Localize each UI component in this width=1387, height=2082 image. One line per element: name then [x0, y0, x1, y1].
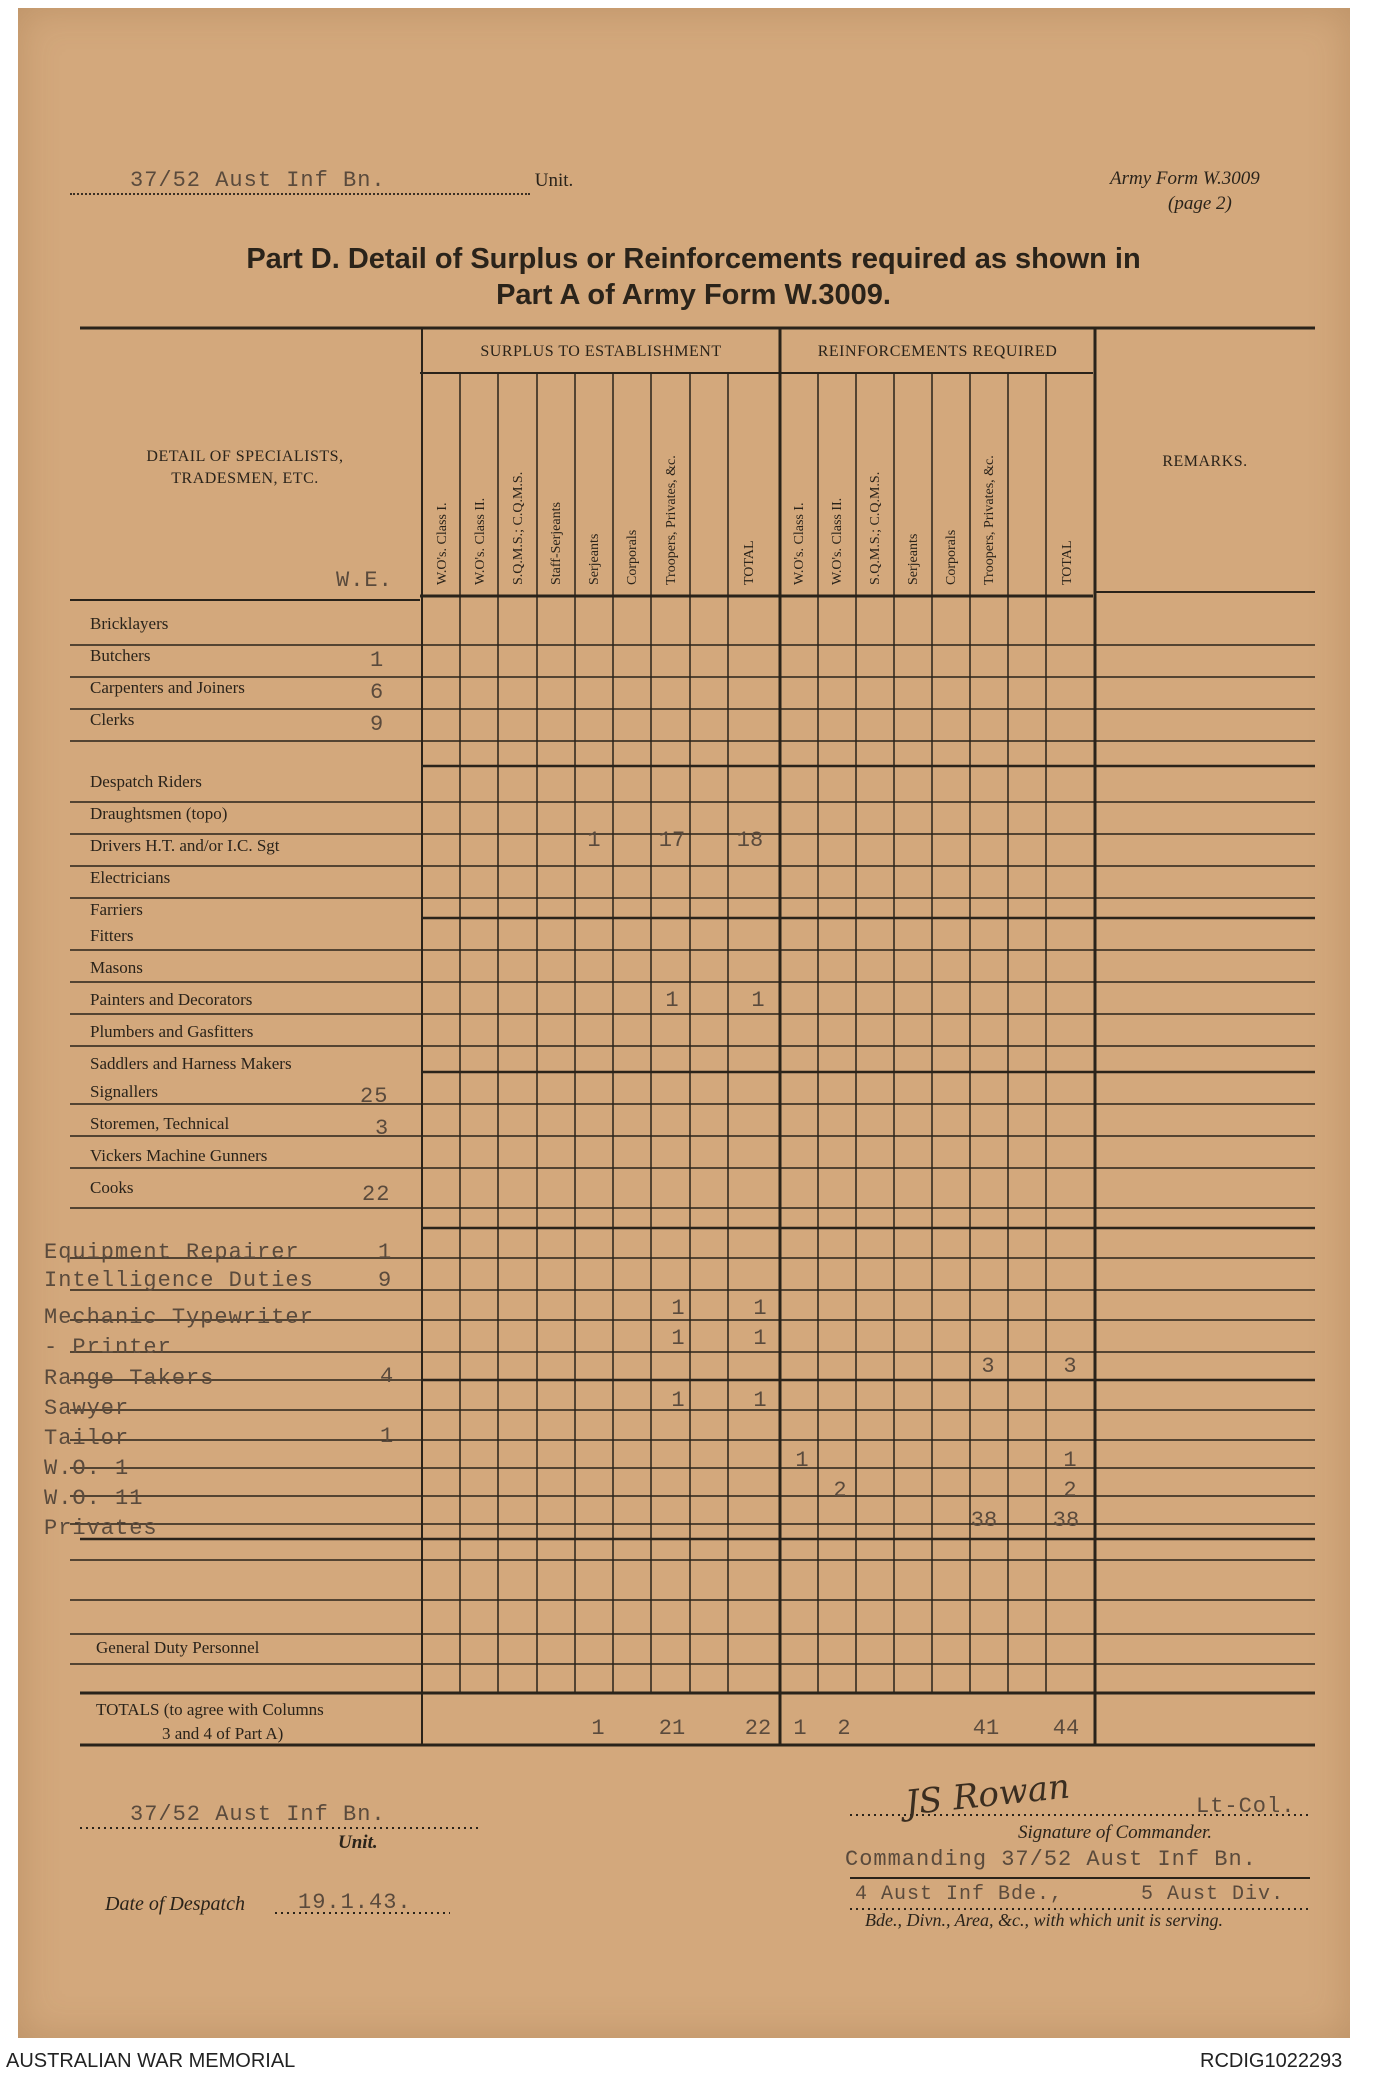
row-label: Bricklayers	[90, 614, 169, 633]
remarks-header: REMARKS.	[1162, 453, 1248, 470]
typed-row-we: 1	[378, 1240, 393, 1265]
form-page: (page 2)	[1168, 193, 1232, 214]
typed-row-we: 9	[378, 1268, 393, 1293]
totals-label-sub: 3 and 4 of Part A)	[162, 1724, 284, 1743]
reinf-col-wo2: W.O's. Class II.	[830, 497, 845, 585]
date-label: Date of Despatch	[105, 1893, 245, 1915]
unit-typed: 37/52 Aust Inf Bn.	[130, 168, 386, 193]
row-label: Masons	[90, 958, 143, 977]
typed-row-label: Equipment Repairer	[44, 1240, 300, 1265]
detail-header: DETAIL OF SPECIALISTS, TRADESMEN, ETC.	[146, 448, 344, 487]
bottom-unit-typed: 37/52 Aust Inf Bn.	[130, 1802, 386, 1827]
footer-right: RCDIG1022293	[1200, 2050, 1343, 2072]
row-label: Drivers H.T. and/or I.C. Sgt	[90, 836, 280, 855]
cell-totals-troopers: 21	[658, 1716, 686, 1741]
cell-drivers-serjeants: 1	[587, 828, 601, 853]
surplus-col-total: TOTAL	[742, 540, 757, 585]
typed-row-label: W.O. 1	[44, 1456, 130, 1481]
reinf-col-serjeants: Serjeants	[906, 533, 921, 585]
typed-row-we: 1	[380, 1424, 395, 1449]
footer-left: AUSTRALIAN WAR MEMORIAL	[6, 2050, 296, 2072]
typed-row-label: Intelligence Duties	[44, 1268, 314, 1293]
cell-range-reinf-troopers: 3	[981, 1354, 995, 1379]
we-header: W.E.	[336, 568, 393, 593]
surplus-header: SURPLUS TO ESTABLISHMENT	[480, 343, 722, 360]
typed-row-label: Privates	[44, 1516, 158, 1541]
we-butchers: 1	[370, 648, 385, 673]
surplus-col-staff-serjeants: Staff-Serjeants	[549, 502, 564, 585]
cell-totals-reinf-class2: 2	[837, 1716, 851, 1741]
reinf-col-corporals: Corporals	[944, 529, 959, 585]
typed-row-label: Sawyer	[44, 1396, 130, 1421]
bde-typed: 4 Aust Inf Bde., 5 Aust Div.	[855, 1883, 1285, 1906]
surplus-col-corporals: Corporals	[625, 529, 640, 585]
typed-row-label: Tailor	[44, 1426, 130, 1451]
cell-sawyer-troopers: 1	[671, 1388, 685, 1413]
surplus-col-wo1: W.O's. Class I.	[435, 502, 450, 585]
reinf-header: REINFORCEMENTS REQUIRED	[817, 343, 1058, 360]
cell-printer-troopers: 1	[671, 1326, 685, 1351]
general-duty-label: General Duty Personnel	[96, 1638, 260, 1657]
row-label: Clerks	[90, 710, 135, 729]
row-label: Signallers	[90, 1082, 158, 1101]
we-signallers: 25	[360, 1084, 389, 1109]
cell-wo11-reinf-class2: 2	[833, 1478, 847, 1503]
cell-privates-reinf-total: 38	[1052, 1508, 1080, 1533]
date-typed: 19.1.43.	[298, 1890, 412, 1915]
typed-row-label: W.O. 11	[44, 1486, 144, 1511]
row-label: Despatch Riders	[90, 772, 202, 791]
cell-totals-reinf-total: 44	[1052, 1716, 1080, 1741]
cell-totals-reinf-troopers: 41	[972, 1716, 1000, 1741]
commanding-typed: Commanding 37/52 Aust Inf Bn.	[845, 1847, 1257, 1872]
row-label: Vickers Machine Gunners	[90, 1146, 268, 1165]
row-label: Painters and Decorators	[90, 990, 253, 1009]
reinf-col-sqms: S.Q.M.S.; C.Q.M.S.	[868, 471, 883, 585]
cell-wo1-reinf-class1: 1	[795, 1448, 809, 1473]
row-label: Draughtsmen (topo)	[90, 804, 228, 823]
typed-row-label: Mechanic Typewriter	[44, 1305, 314, 1330]
cell-painters-total: 1	[751, 988, 765, 1013]
reinf-col-troopers: Troopers, Privates, &c.	[982, 455, 997, 585]
cell-totals-serjeants: 1	[591, 1716, 605, 1741]
cell-mechanic-troopers: 1	[671, 1296, 685, 1321]
cell-painters-troopers: 1	[665, 988, 679, 1013]
cell-drivers-total: 18	[736, 828, 764, 853]
unit-label: Unit.	[534, 170, 574, 191]
we-carpenters: 6	[370, 680, 385, 705]
cell-wo1-reinf-total: 1	[1063, 1448, 1077, 1473]
surplus-col-wo2: W.O's. Class II.	[473, 497, 488, 585]
row-label: Butchers	[90, 646, 151, 665]
title-line1: Part D. Detail of Surplus or Reinforcements required as shown in	[246, 243, 1141, 275]
totals-label: TOTALS (to agree with Columns	[96, 1700, 324, 1719]
cell-sawyer-total: 1	[753, 1388, 767, 1413]
cell-wo11-reinf-total: 2	[1063, 1478, 1077, 1503]
surplus-col-sqms: S.Q.M.S.; C.Q.M.S.	[511, 471, 526, 585]
signature-caption: Signature of Commander.	[1018, 1822, 1213, 1843]
we-storemen: 3	[375, 1116, 390, 1141]
reinf-col-wo1: W.O's. Class I.	[792, 502, 807, 585]
row-label: Storemen, Technical	[90, 1114, 230, 1133]
title-line2: Part A of Army Form W.3009.	[496, 279, 891, 311]
bde-caption: Bde., Divn., Area, &c., with which unit is serving.	[865, 1910, 1223, 1930]
commander-signature: JS Rowan	[903, 1766, 1072, 1824]
typed-row-label: - Printer	[44, 1335, 172, 1360]
row-label: Plumbers and Gasfitters	[90, 1022, 254, 1041]
row-label: Saddlers and Harness Makers	[90, 1054, 292, 1073]
cell-privates-reinf-troopers: 38	[970, 1508, 998, 1533]
row-label: Cooks	[90, 1178, 134, 1197]
row-label: Carpenters and Joiners	[90, 678, 245, 697]
cell-totals-reinf-class1: 1	[793, 1716, 807, 1741]
row-label: Fitters	[90, 926, 134, 945]
cell-totals-total: 22	[744, 1716, 772, 1741]
cell-printer-total: 1	[753, 1326, 767, 1351]
cell-range-reinf-total: 3	[1063, 1354, 1077, 1379]
surplus-col-troopers: Troopers, Privates, &c.	[664, 455, 679, 585]
typed-row-label: Range Takers	[44, 1366, 215, 1391]
surplus-col-serjeants: Serjeants	[587, 533, 602, 585]
bottom-unit-label: Unit.	[338, 1832, 378, 1853]
cell-mechanic-total: 1	[753, 1296, 767, 1321]
we-cooks: 22	[362, 1182, 391, 1207]
row-label: Farriers	[90, 900, 143, 919]
row-label: Electricians	[90, 868, 171, 887]
cell-drivers-troopers: 17	[658, 828, 686, 853]
we-clerks: 9	[370, 712, 385, 737]
reinf-col-total: TOTAL	[1060, 540, 1075, 585]
form-name: Army Form W.3009	[1110, 168, 1260, 189]
typed-row-we: 4	[380, 1364, 395, 1389]
rank-typed: Lt-Col.	[1196, 1794, 1296, 1819]
